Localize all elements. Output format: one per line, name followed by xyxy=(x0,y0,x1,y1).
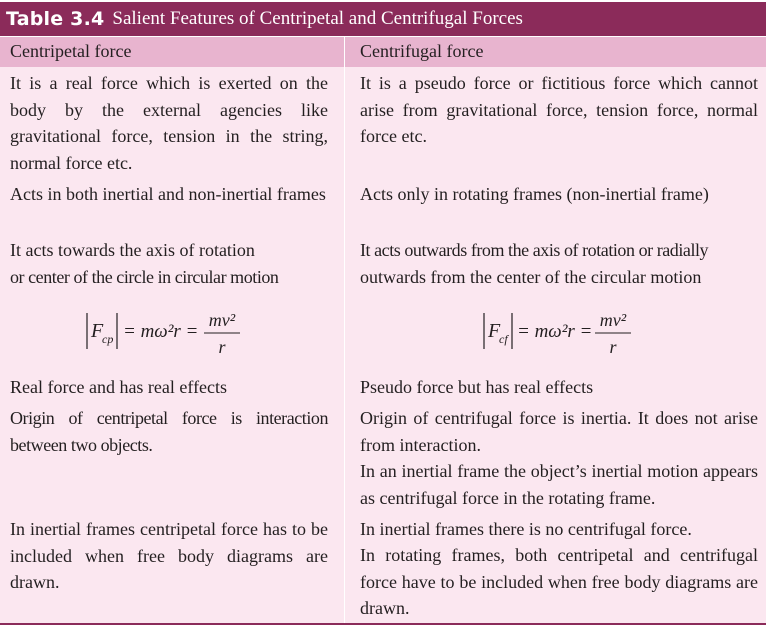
formula-middle: = mω²r = xyxy=(123,321,199,342)
symbol-f: F xyxy=(91,320,104,342)
row3-centrifugal xyxy=(360,237,758,290)
row5-centrifugal-extra: In an inertial frame the object’s inertial motion appears as centrifugal force in the rotating frame. xyxy=(360,461,758,508)
row5-centrifugal: Origin of centrifugal force is inertia. It does not arise from interaction. xyxy=(360,408,758,455)
fraction-denominator: r xyxy=(609,337,617,357)
row1-centrifugal: It is a pseudo force or fictitious force which cannot arise from gravitational force, tension force, normal force etc. xyxy=(360,73,758,146)
table-title-bar xyxy=(0,2,766,36)
subscript-cp: cp xyxy=(102,332,114,346)
row2-centripetal: Acts in both inertial and non-inertial frames xyxy=(10,184,326,204)
formula-centripetal xyxy=(85,305,255,359)
row6-centrifugal-b: In rotating frames, both centripetal and centrifugal force have to be included when free body diagrams are drawn. xyxy=(360,545,758,618)
row5-centripetal: Origin of centripetal force is interaction between two objects. xyxy=(10,408,328,455)
row6-centripetal: In inertial frames centripetal force has to be included when free body diagrams are drawn. xyxy=(10,519,328,592)
row3-centripetal-line2: or center of the circle in circular motion xyxy=(10,266,279,287)
formula-centripetal-svg xyxy=(85,305,255,359)
table-header-row xyxy=(0,37,766,67)
table-label: Table 3.4 xyxy=(6,8,105,30)
row1-centripetal: It is a real force which is exerted on the body by the external agencies like gravitational force, tension in the string, normal force etc. xyxy=(10,73,328,173)
symbol-f: F xyxy=(488,320,501,342)
row3-centrifugal-line2: outwards from the center of the circular motion xyxy=(360,266,702,287)
row4-centrifugal: Pseudo force but has real effects xyxy=(360,377,594,397)
table-bottom-rule xyxy=(0,623,766,625)
row3-centripetal xyxy=(10,237,328,290)
formula-centrifugal-svg xyxy=(482,305,652,359)
table-title: Salient Features of Centripetal and Centrifugal Forces xyxy=(112,8,523,29)
row2-centrifugal: Acts only in rotating frames (non-inertial frame) xyxy=(360,184,709,204)
column-divider xyxy=(344,37,345,623)
formula-centrifugal xyxy=(482,305,652,359)
row6-centrifugal-a: In inertial frames there is no centrifugal force. xyxy=(360,519,692,539)
subscript-cf: cf xyxy=(499,332,508,346)
header-centrifugal: Centrifugal force xyxy=(360,41,484,61)
fraction-numerator: mv² xyxy=(208,310,236,330)
fraction-numerator: mv² xyxy=(599,310,627,330)
fraction-denominator: r xyxy=(218,337,226,357)
row3-centrifugal-line1: It acts outwards from the axis of rotation or radially xyxy=(360,240,709,260)
row4-centripetal: Real force and has real effects xyxy=(10,377,228,397)
formula-middle: = mω²r = xyxy=(517,321,593,342)
row3-centripetal-line1: It acts towards the axis of rotation xyxy=(10,240,255,260)
header-centripetal: Centripetal force xyxy=(10,41,132,61)
